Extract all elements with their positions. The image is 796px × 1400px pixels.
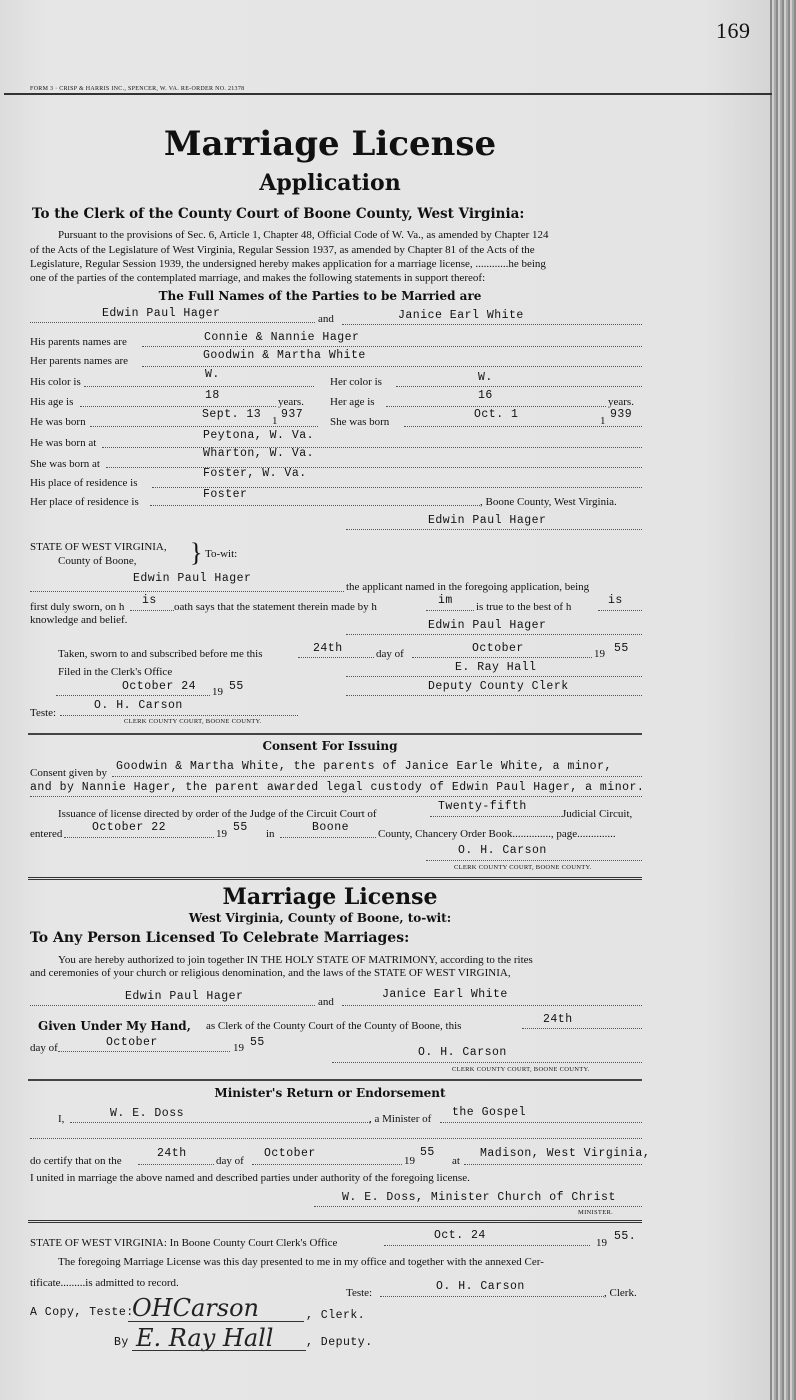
entered-label: entered [30, 828, 63, 840]
she-born-date: Oct. 1 [474, 408, 519, 421]
her-age-line [386, 406, 606, 407]
minister-name: W. E. Doss [110, 1107, 185, 1120]
entered-year-prefix: 19 [216, 828, 227, 840]
clerk-handwritten-signature: OHCarson [132, 1294, 259, 1322]
oath-applicant-line [30, 591, 344, 592]
her-residence-line [150, 505, 480, 506]
oath-to-wit: To-wit: [205, 548, 238, 560]
record-line-1: The foregoing Marriage License was this day presented to me in my office and together with the annexed Cer- [58, 1256, 544, 1268]
he-born-at-value: Peytona, W. Va. [203, 429, 315, 442]
license-clerk-line [332, 1062, 642, 1063]
sworn-month: October [472, 642, 524, 655]
sworn-text: Taken, sworn to and subscribed before me this [58, 648, 263, 660]
page-number: 169 [716, 18, 751, 43]
minister-name-line [70, 1122, 370, 1123]
his-color-line [84, 386, 314, 387]
circuit-line [430, 816, 562, 817]
his-parents-label: His parents names are [30, 336, 127, 348]
she-born-label: She was born [330, 416, 390, 428]
given-month-line [58, 1051, 230, 1052]
given-day-line [522, 1028, 642, 1029]
given-day-of: day of [30, 1042, 58, 1054]
record-teste: Teste: [346, 1287, 373, 1299]
applicant-signature: Edwin Paul Hager [428, 514, 547, 527]
oath-county: County of Boone, [58, 555, 137, 567]
minister-church-line [440, 1122, 642, 1123]
record-state-text: STATE OF WEST VIRGINIA: In Boone County Court Clerk's Office [30, 1237, 338, 1249]
given-day: 24th [543, 1013, 573, 1026]
in-word: in [266, 828, 275, 840]
consent-line-1-rule [112, 776, 642, 777]
her-parents-value: Goodwin & Martha White [203, 349, 366, 362]
oath-state: STATE OF WEST VIRGINIA, [30, 541, 167, 553]
applicant-sig-line [346, 529, 642, 530]
record-line-2: tificate.........is admitted to record. [30, 1277, 179, 1289]
entered-year: 55 [233, 821, 248, 834]
license-body-1: You are hereby authorized to join together IN THE HOLY STATE OF MATRIMONY, according to the rites [58, 954, 533, 966]
minister-day-line [138, 1164, 214, 1165]
she-born-at-label: She was born at [30, 458, 100, 470]
minister-caption: MINISTER. [578, 1209, 614, 1216]
her-residence-label: Her place of residence is [30, 496, 139, 508]
filed-date-line [56, 695, 210, 696]
oath-text-3: knowledge and belief. [30, 614, 128, 626]
copy-deputy-word: , Deputy. [306, 1336, 373, 1349]
bride-name: Janice Earl White [398, 309, 524, 322]
filed-text: Filed in the Clerk's Office [58, 666, 173, 678]
consent-clerk-caption: CLERK COUNTY COURT, BOONE COUNTY. [454, 864, 592, 871]
sworn-year-prefix: 19 [594, 648, 605, 660]
his-age-label: His age is [30, 396, 74, 408]
given-text: as Clerk of the County Court of the County of Boone, this [206, 1020, 462, 1032]
oath-clerk-caption: CLERK COUNTY COURT, BOONE COUNTY. [124, 718, 262, 725]
copy-deputy-line [132, 1350, 306, 1351]
she-born-at-value: Wharton, W. Va. [203, 447, 315, 460]
filed-date: October 24 [122, 680, 197, 693]
sworn-year: 55 [614, 642, 629, 655]
at-word: at [452, 1155, 460, 1167]
form-subtitle: Application [259, 170, 401, 196]
her-years: years. [608, 396, 634, 408]
section-rule-3 [28, 1079, 642, 1081]
license-to-any: To Any Person Licensed To Celebrate Marriages: [30, 930, 410, 946]
section-rule-2 [28, 877, 642, 880]
oath-him-fill: im [438, 594, 453, 607]
license-subtitle: West Virginia, County of Boone, to-wit: [188, 911, 452, 925]
minister-year-prefix: 19 [404, 1155, 415, 1167]
consent-clerk-line [426, 860, 642, 861]
judicial-circuit: Judicial Circuit, [562, 808, 633, 820]
copy-clerk-line [128, 1321, 304, 1322]
oath-clerk-name: O. H. Carson [94, 699, 183, 712]
record-year-prefix: 19 [596, 1237, 607, 1249]
sworn-day-line [298, 657, 374, 658]
minister-month: October [264, 1147, 316, 1160]
entered-date-line [64, 837, 214, 838]
consent-clerk-name: O. H. Carson [458, 844, 547, 857]
deputy-name: E. Ray Hall [455, 661, 537, 674]
given-year: 55 [250, 1036, 265, 1049]
oath-he-fill: is [142, 594, 157, 607]
license-clerk-caption: CLERK COUNTY COURT, BOONE COUNTY. [452, 1066, 590, 1073]
he-born-label: He was born [30, 416, 86, 428]
he-born-line [90, 426, 318, 427]
her-color-label: Her color is [330, 376, 382, 388]
he-born-at-line [102, 447, 642, 448]
oath-him-line [426, 610, 474, 611]
teste-label: Teste: [30, 707, 57, 719]
she-born-year-prefix: 1 [600, 415, 606, 427]
minister-year: 55 [420, 1146, 435, 1159]
he-born-at-label: He was born at [30, 437, 97, 449]
her-parents-label: Her parents names are [30, 355, 129, 367]
license-bride-line [342, 1005, 642, 1006]
preamble-line-3: Legislature, Regular Session 1939, the undersigned hereby makes application for a marriage license, ............he being [30, 258, 546, 270]
circuit-value: Twenty-fifth [438, 800, 527, 813]
consent-line-1: Goodwin & Martha White, the parents of Janice Earle White, a minor, [116, 760, 612, 773]
parties-heading: The Full Names of the Parties to be Married are [158, 289, 482, 303]
license-groom-line [30, 1005, 315, 1006]
entered-county-line [280, 837, 376, 838]
deputy-name-line [346, 676, 642, 677]
he-born-year-prefix: 1 [272, 415, 278, 427]
minister-place: Madison, West Virginia, [480, 1147, 651, 1160]
record-clerk-line [380, 1296, 604, 1297]
his-years: years. [278, 396, 304, 408]
sworn-month-line [412, 657, 592, 658]
oath-text-2b: oath says that the statement therein made by h [174, 601, 377, 613]
oath-text-2c: is true to the best of h [476, 601, 572, 613]
oath-his-fill: is [608, 594, 623, 607]
sworn-day: 24th [313, 642, 343, 655]
he-born-year: 937 [281, 408, 304, 421]
license-groom: Edwin Paul Hager [125, 990, 244, 1003]
consent-given-by: Consent given by [30, 767, 107, 779]
she-born-year: 939 [610, 408, 633, 421]
minister-heading: Minister's Return or Endorsement [214, 1086, 446, 1100]
groom-line [30, 322, 315, 323]
his-parents-line [142, 346, 642, 347]
brace: } [190, 538, 203, 567]
united-text: I united in marriage the above named and described parties under authority of the foregoing license. [30, 1172, 470, 1184]
oath-signature: Edwin Paul Hager [428, 619, 547, 632]
entered-date: October 22 [92, 821, 167, 834]
license-body-2: and ceremonies of your church or religious denomination, and the laws of the STATE OF WEST VIRGINIA, [30, 967, 511, 979]
her-parents-line [142, 366, 642, 367]
filed-year: 55 [229, 680, 244, 693]
deputy-title-line [346, 695, 642, 696]
oath-text-2a: first duly sworn, on h [30, 601, 125, 613]
entered-county: Boone [312, 821, 350, 834]
top-rule [4, 93, 772, 95]
consent-heading: Consent For Issuing [262, 739, 398, 753]
minister-day-of: day of [216, 1155, 244, 1167]
minister-of: , a Minister of [369, 1113, 432, 1125]
sworn-day-of: day of [376, 648, 404, 660]
license-bride: Janice Earl White [382, 988, 508, 1001]
certify-text: do certify that on the [30, 1155, 122, 1167]
his-color-label: His color is [30, 376, 81, 388]
license-title: Marriage License [222, 884, 438, 910]
her-color-value: W. [478, 371, 493, 384]
his-parents-value: Connie & Nannie Hager [204, 331, 360, 344]
boone-county-text: , Boone County, West Virginia. [480, 496, 617, 508]
minister-month-line [252, 1164, 402, 1165]
his-age-line [80, 406, 276, 407]
minister-i: I, [58, 1113, 65, 1125]
record-clerk-name: O. H. Carson [436, 1280, 525, 1293]
a-copy-teste: A Copy, Teste: [30, 1306, 134, 1319]
page-edge [770, 0, 796, 1400]
consent-line-2: and by Nannie Hager, the parent awarded legal custody of Edwin Paul Hager, a minor. [30, 781, 645, 794]
deputy-title: Deputy County Clerk [428, 680, 569, 693]
given-month: October [106, 1036, 158, 1049]
bride-line [342, 324, 642, 325]
he-born-date: Sept. 13 [202, 408, 262, 421]
copy-clerk-word: , Clerk. [306, 1309, 366, 1322]
given-year-prefix: 19 [233, 1042, 244, 1054]
oath-text-1: the applicant named in the foregoing application, being [346, 581, 590, 593]
given-under: Given Under My Hand, [38, 1019, 191, 1033]
minister-church: the Gospel [452, 1106, 527, 1119]
consent-line-2-rule [30, 796, 642, 797]
and-word: and [318, 313, 334, 325]
order-book-text: County, Chancery Order Book.............., page.............. [378, 828, 616, 840]
license-and-word: and [318, 996, 334, 1008]
preamble-line-1: Pursuant to the provisions of Sec. 6, Article 1, Chapter 48, Official Code of W. Va., as amended by Chapter 124 [58, 229, 549, 241]
oath-applicant: Edwin Paul Hager [133, 572, 252, 585]
his-color-value: W. [205, 368, 220, 381]
minister-sig-line [314, 1206, 642, 1207]
her-age-value: 16 [478, 389, 493, 402]
groom-name: Edwin Paul Hager [102, 307, 221, 320]
record-clerk-word: , Clerk. [604, 1287, 637, 1299]
she-born-line [404, 426, 642, 427]
his-residence-label: His place of residence is [30, 477, 138, 489]
section-rule-1 [28, 733, 642, 735]
record-date-line [384, 1245, 590, 1246]
his-age-value: 18 [205, 389, 220, 402]
her-age-label: Her age is [330, 396, 375, 408]
preamble-line-2: of the Acts of the Legislature of West Virginia, Regular Session 1937, as amended by Chapter 81 of the Acts of the [30, 244, 535, 256]
section-rule-4 [28, 1220, 642, 1223]
form-title: Marriage License [163, 124, 497, 164]
oath-clerk-line [60, 715, 298, 716]
she-born-at-line [106, 467, 642, 468]
oath-his-line [598, 610, 642, 611]
by-word: By [114, 1336, 129, 1349]
printer-line: FORM 3 · CRISP & HARRIS INC., SPENCER, W. VA. RE-ORDER NO. 21378 [30, 86, 245, 92]
preamble-line-4: one of the parties of the contemplated marriage, and makes the following statements in support thereof: [30, 272, 486, 284]
deputy-handwritten-signature: E. Ray Hall [136, 1324, 274, 1352]
his-residence-value: Foster, W. Va. [203, 467, 307, 480]
address-line: To the Clerk of the County Court of Boone County, West Virginia: [32, 206, 525, 222]
minister-place-line [464, 1164, 642, 1165]
her-residence-value: Foster [203, 488, 248, 501]
minister-signature: W. E. Doss, Minister Church of Christ [342, 1191, 616, 1204]
issuance-text: Issuance of license directed by order of the Judge of the Circuit Court of [58, 808, 377, 820]
filed-year-prefix: 19 [212, 686, 223, 698]
record-date: Oct. 24 [434, 1229, 486, 1242]
her-color-line [396, 386, 642, 387]
minister-day: 24th [157, 1147, 187, 1160]
oath-he-line [130, 610, 174, 611]
oath-sig-line [346, 634, 642, 635]
record-year: 55. [614, 1230, 637, 1243]
minister-extra-line [30, 1138, 642, 1139]
license-clerk-name: O. H. Carson [418, 1046, 507, 1059]
